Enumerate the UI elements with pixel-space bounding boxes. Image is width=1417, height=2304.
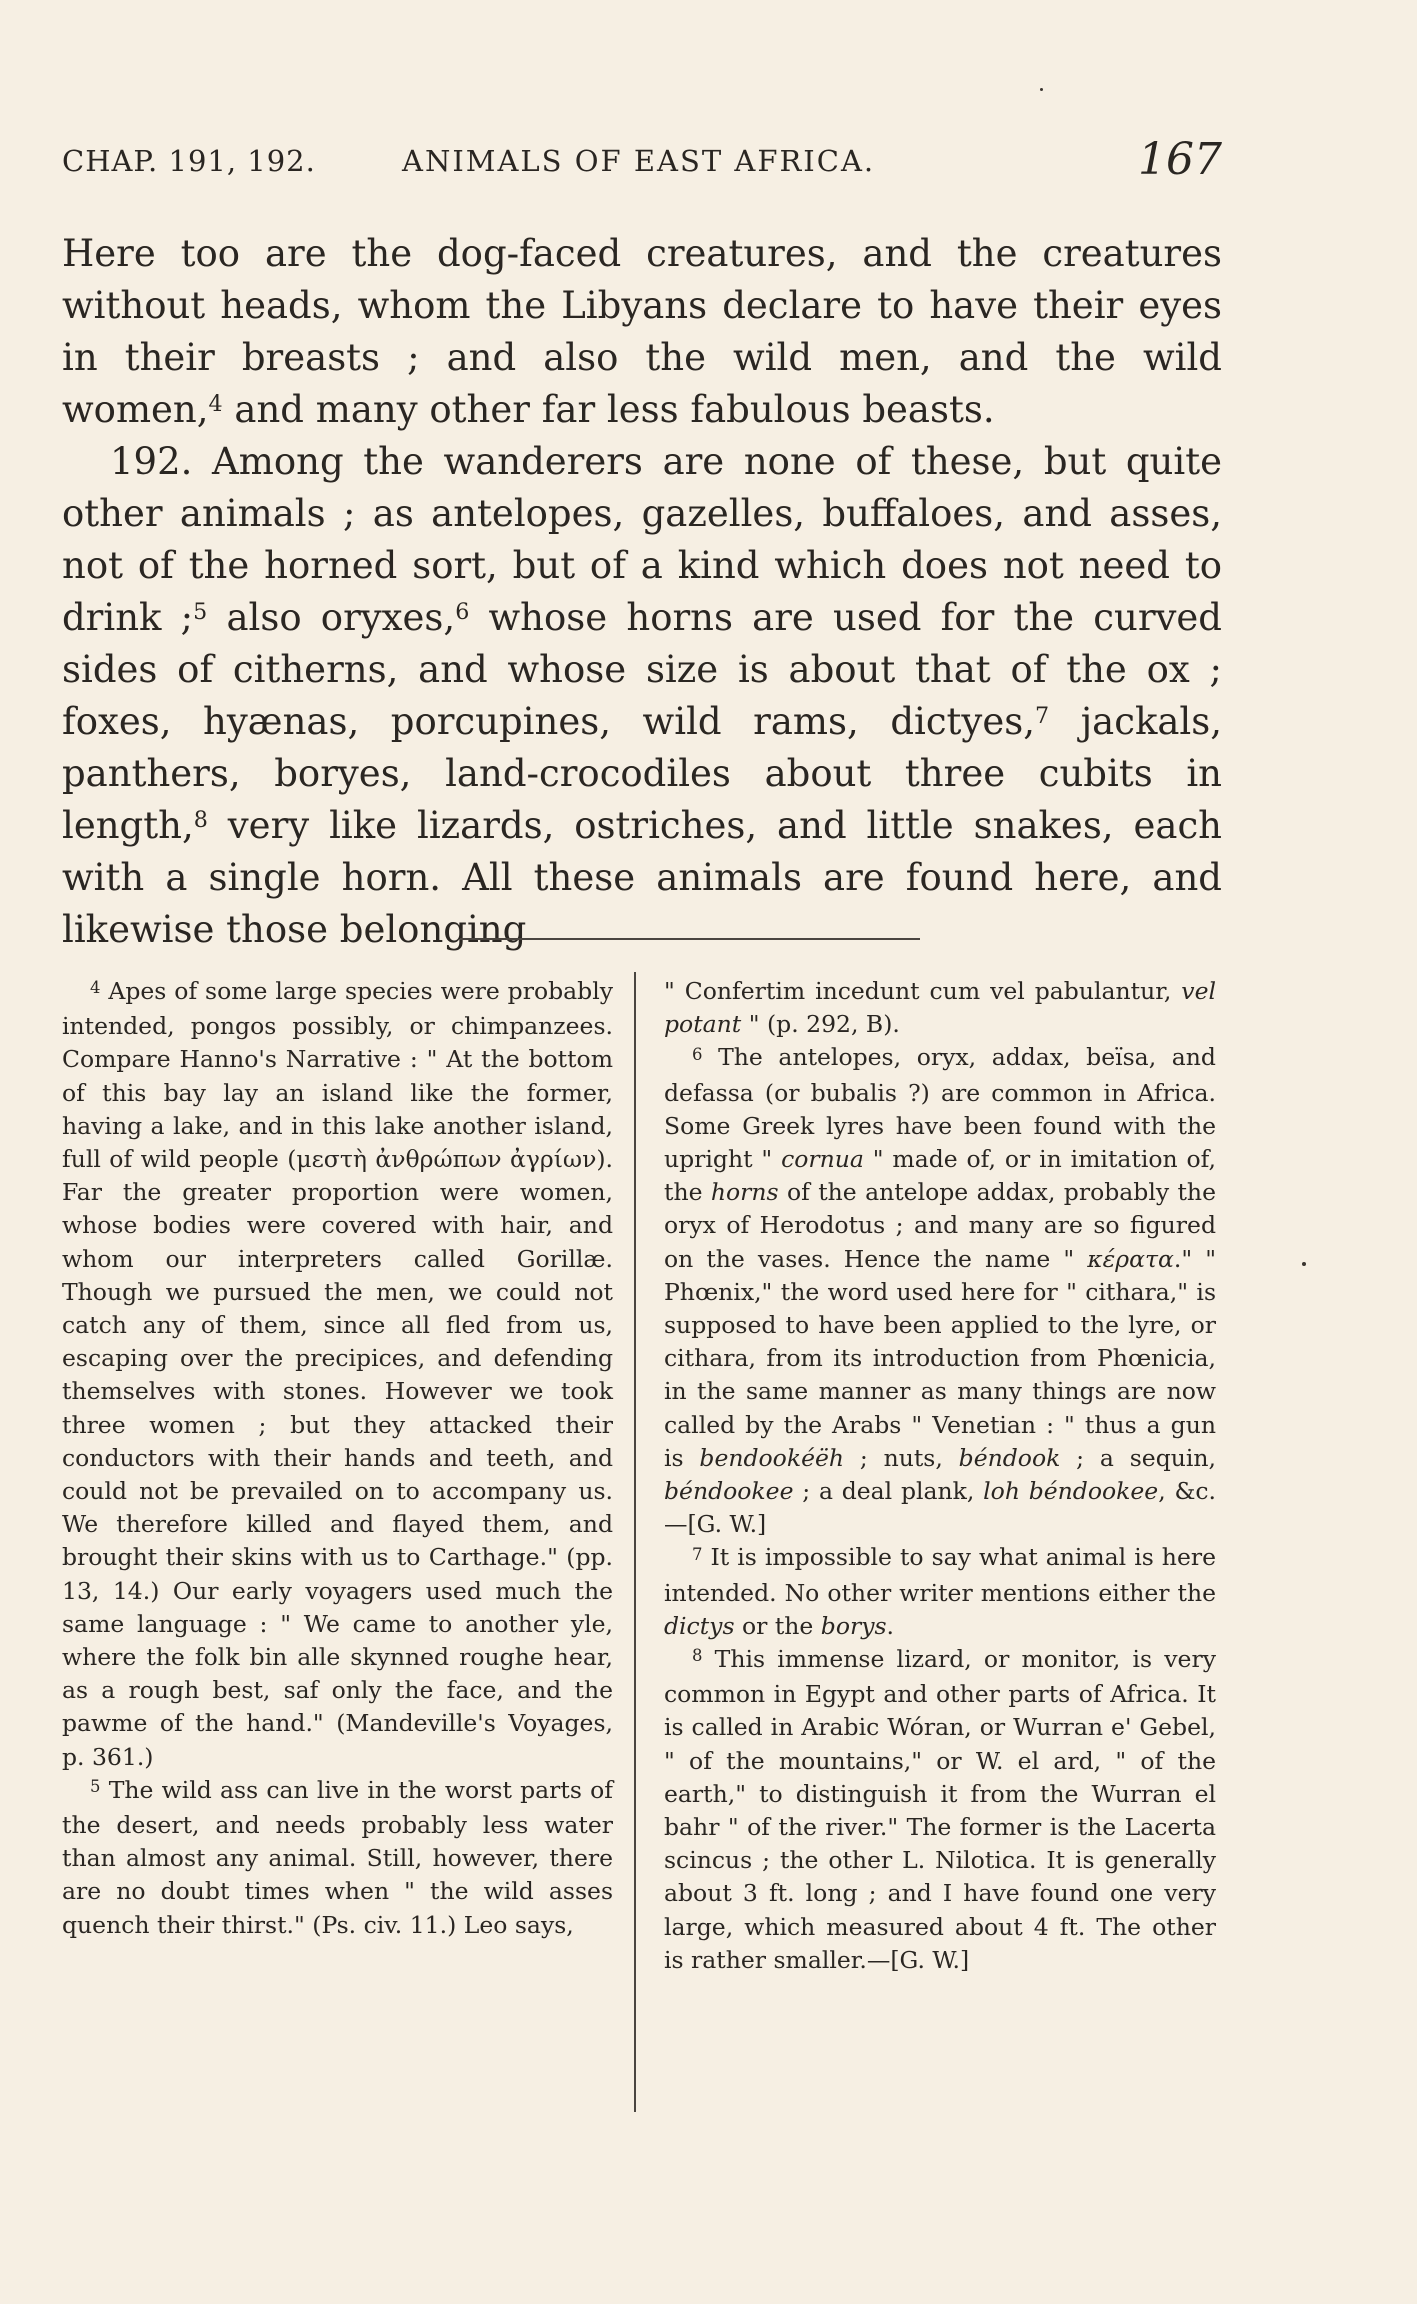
- italic-run: dictys: [664, 1611, 735, 1640]
- text-run: Here too are the dog-faced creatures, and the creatures without heads, whom the Libyans declare to have their eyes in their breasts ; and also the wild men, and the wild women,: [62, 232, 1222, 431]
- text-run: , &c.—[G. W.]: [664, 1477, 1217, 1539]
- footnote-mark: 5: [90, 1777, 101, 1797]
- text-run: very like lizards, ostriches, and little snakes, each with a single horn. All these animals are found here, and likewise those belonging: [62, 804, 1222, 951]
- italic-run: béndookee: [664, 1477, 794, 1506]
- text-run: .: [886, 1611, 895, 1640]
- footnote-4: [62, 975, 613, 1774]
- text-run: jackals, panthers, boryes, land-crocodiles about three cubits in length,: [62, 700, 1223, 847]
- italic-run: bendookéëh: [699, 1443, 845, 1472]
- footnote-mark: 7: [692, 1544, 703, 1564]
- text-run: and many other far less fabulous beasts.: [222, 388, 995, 431]
- text-run: " (p. 292, B).: [741, 1010, 900, 1039]
- text-run: or the: [734, 1611, 821, 1640]
- text-run: The antelopes, oryx, addax, beïsa, and defassa (or bubalis ?) are common in Africa. Some Greek lyres have been found with the upright ": [664, 1043, 1216, 1174]
- text-run: ; a deal plank,: [793, 1477, 984, 1506]
- footnote-6: [664, 1041, 1216, 1541]
- italic-run: béndook: [958, 1443, 1061, 1472]
- text-run: ; nuts,: [844, 1443, 959, 1472]
- footnote-ref: 5: [193, 598, 208, 625]
- text-run: whose horns are used for the curved sides of citherns, and whose size is about that of the ox ; foxes, hyænas, porcupines, wild rams, dictyes,: [62, 596, 1222, 743]
- footnote-mark: 8: [692, 1646, 703, 1666]
- text-run: " made of, or in imitation of, the: [664, 1145, 1216, 1207]
- italic-run: κέρατα: [1087, 1244, 1174, 1273]
- footnotes-right-column: [664, 975, 1216, 1977]
- footnote-mark: 6: [692, 1044, 703, 1064]
- footnote-5-continued: [664, 975, 1216, 1041]
- italic-run: horns: [710, 1178, 779, 1207]
- footnote-text: Apes of some large species were probably intended, pongos possibly, or chimpanzees. Compare Hanno's Narrative : " At the bottom of this bay lay an island like the former, having a lake, and in this lake another island, full of wild people (μεστὴ ἀνθρώπων ἀγρίων). Far the greater proportion were women, whose bodies were covered with hair, and whom our interpreters called Gorillæ. Though we pursued the men, we could not catch any of them, since all fled from us, escaping over the precipices, and defending themselves with stones. However we took three women ; but they attacked their conductors with their hands and teeth, and could not be prevailed on to accompany us. We therefore killed and flayed them, and brought their skins with us to Carthage." (pp. 13, 14.) Our early voyagers used much the same language : " We came to another yle, where the folk bin alle skynned roughe hear, as a rough best, saf only the face, and the pawme of the hand." (Mandeville's Voyages, p. 361.): [62, 977, 613, 1771]
- footnote-5: [62, 1774, 613, 1942]
- footnote-7: [664, 1541, 1216, 1643]
- main-text: [62, 228, 1222, 956]
- paper-speck: [1302, 1262, 1306, 1266]
- text-run: ." " Phœnix," the word used here for " cithara," is supposed to have been applied to the lyre, or cithara, from its introduction from Phœnicia, in the same manner as many things are now called by the Arabs " Venetian : " thus a gun is: [664, 1244, 1216, 1472]
- footnote-ref: 7: [1034, 702, 1050, 729]
- text-run: 192. Among the wanderers are none of these, but quite other animals ; as antelopes, gazelles, buffaloes, and asses, not of the horned sort, but of a kind which does not need to drink ;: [62, 440, 1222, 639]
- text-run: also oryxes,: [207, 596, 456, 639]
- text-run: of the antelope addax, probably the oryx of Herodotus ; and many are so figured on the vases. Hence the name ": [664, 1178, 1216, 1273]
- text-run: ; a sequin,: [1060, 1443, 1217, 1472]
- footnotes-left-column: [62, 975, 613, 1942]
- footnote-8: [664, 1643, 1216, 1977]
- italic-run: cornua: [781, 1145, 864, 1174]
- chapter-reference: CHAP. 191, 192.: [62, 144, 316, 178]
- footnote-ref: 8: [193, 806, 208, 833]
- main-paragraph-2: [62, 436, 1222, 956]
- italic-run: vel potant: [664, 977, 1216, 1039]
- text-run: It is impossible to say what animal is here intended. No other writer mentions either the: [664, 1543, 1216, 1607]
- italic-run: borys: [820, 1611, 887, 1640]
- text-run: " Confertim incedunt cum vel pabulantur,: [664, 977, 1182, 1005]
- page-title: ANIMALS OF EAST AFRICA.: [402, 144, 876, 178]
- footnote-text: This immense lizard, or monitor, is very common in Egypt and other parts of Africa. It is called in Arabic Wóran, or Wurran e' Gebel, " of the mountains," or W. el ard, " of the earth," to distinguish it from the Wurran el bahr " of the river." The former is the Lacerta scincus ; the other L. Nilotica. It is generally about 3 ft. long ; and I have found one very large, which measured about 4 ft. The other is rather smaller.—[G. W.]: [664, 1645, 1216, 1974]
- page-number: 167: [1138, 134, 1222, 185]
- footnote-mark: 4: [90, 978, 101, 998]
- footnote-ref: 4: [208, 390, 223, 417]
- footnote-text: The wild ass can live in the worst parts of the desert, and needs probably less water than almost any animal. Still, however, there are no doubt times when " the wild asses quench their thirst." (Ps. civ. 11.) Leo says,: [62, 1775, 613, 1939]
- italic-run: loh béndookee: [983, 1477, 1159, 1506]
- running-header: [62, 134, 1222, 190]
- footnote-rule: [460, 938, 920, 940]
- main-paragraph-1: [62, 228, 1222, 436]
- column-divider: [634, 972, 636, 2112]
- paper-speck: [1040, 88, 1043, 91]
- footnote-ref: 6: [455, 598, 470, 625]
